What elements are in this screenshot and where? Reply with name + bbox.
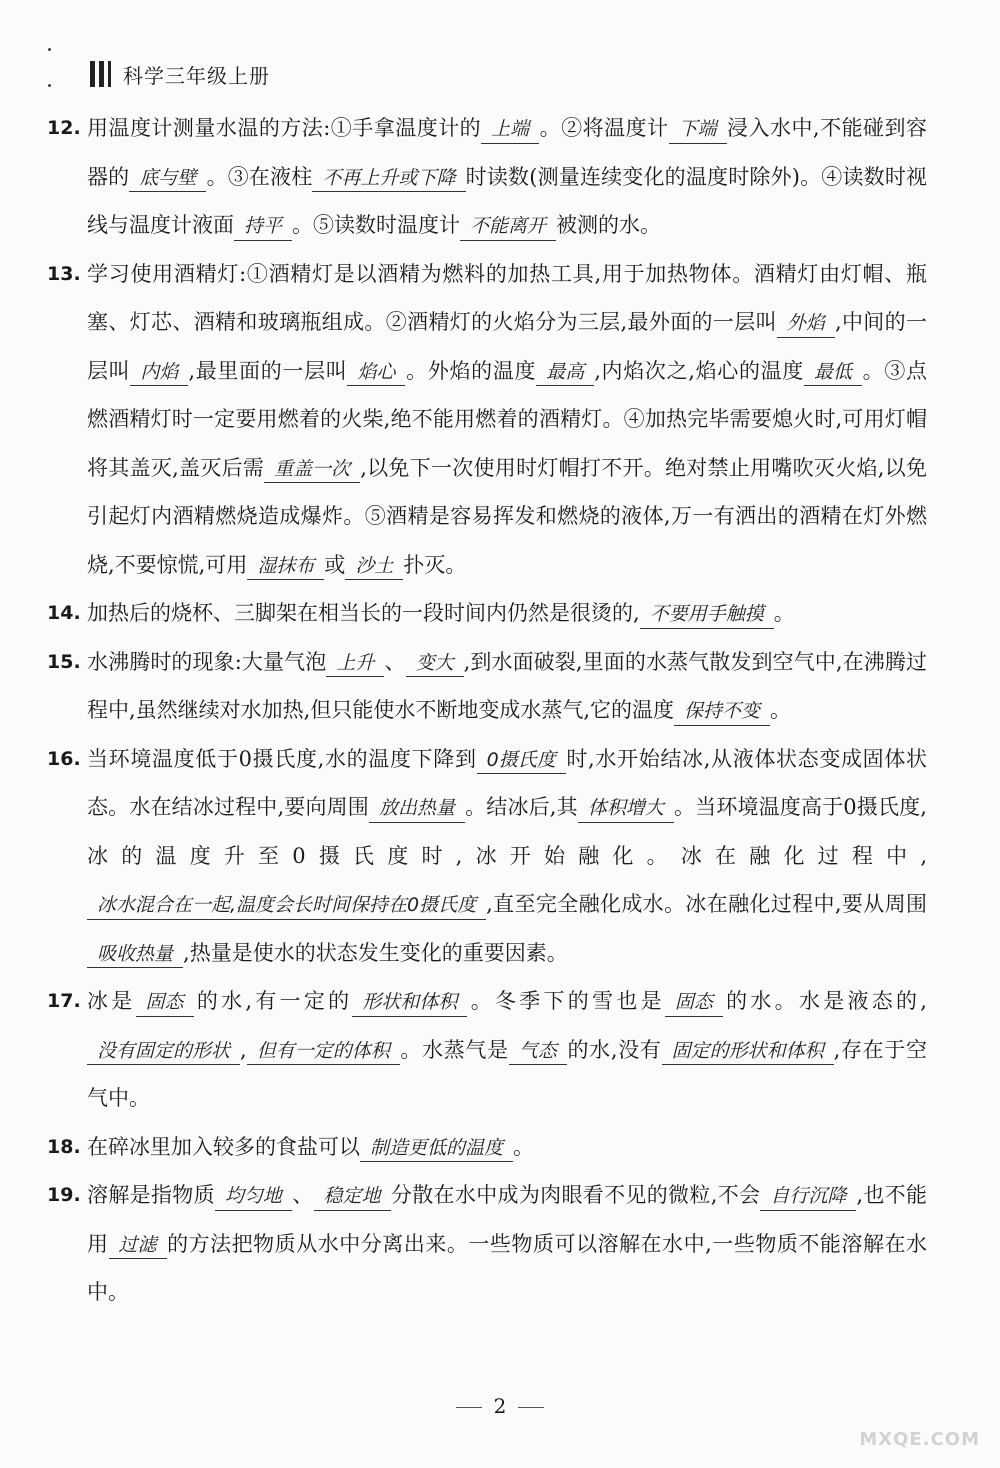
question-text — [87, 1171, 927, 1317]
question-text-segment: 、 — [291, 1183, 314, 1207]
question-13 — [47, 250, 927, 590]
question-text — [87, 250, 927, 590]
question-number: 12. — [47, 117, 81, 139]
question-text-segment: ,热量是使水的状态发生变化的重要因素。 — [183, 940, 568, 965]
question-text-segment: 。 — [773, 601, 795, 625]
question-text-segment: 时,水开始结冰,从液体状态变成固体状态。水在结冰过程中,要向周围 — [87, 746, 927, 819]
answer-blank: 下端 — [669, 117, 727, 144]
question-text-segment: ,中间的一层叫 — [87, 310, 927, 383]
question-number: 13. — [47, 262, 81, 285]
question-12 — [47, 104, 927, 250]
question-text-segment: 。水蒸气是 — [399, 1037, 509, 1062]
question-19 — [47, 1171, 927, 1317]
answer-blank: 焰心 — [347, 360, 405, 387]
margin-dots — [48, 48, 52, 88]
question-text-segment: 的方法把物质从水中分离出来。一些物质可以溶解在水中,一些物质不能溶解在水中。 — [87, 1231, 927, 1304]
question-text-segment: 。 — [770, 698, 792, 722]
answer-blank: 外焰 — [777, 311, 835, 338]
question-text-segment: 或 — [324, 552, 346, 577]
answer-blank: 不能离开 — [460, 214, 556, 241]
answer-blank: 沙土 — [345, 554, 403, 581]
question-text-segment: 。外焰的温度 — [405, 358, 537, 383]
question-number: 14. — [47, 602, 81, 624]
question-text-segment: ,存在于空气中。 — [87, 1037, 927, 1110]
answer-blank: 持平 — [234, 214, 292, 241]
answer-blank: 稳定地 — [314, 1184, 391, 1211]
question-text-segment: 加热后的烧杯、三脚架在相当长的一段时间内仍然是很烫的, — [87, 601, 640, 625]
question-text — [87, 104, 927, 250]
answer-blank: 体积增大 — [578, 796, 674, 823]
question-text-segment: 。⑤读数时温度计 — [292, 213, 461, 237]
answer-blank: 上升 — [326, 651, 384, 678]
answer-blank: 不再上升或下降 — [312, 166, 465, 193]
answer-blank: 固态 — [136, 990, 194, 1017]
question-text-segment: 冰是 — [87, 989, 136, 1013]
question-text — [87, 589, 927, 638]
answer-blank: 自行沉降 — [760, 1184, 856, 1211]
question-text-segment: 的水,没有 — [566, 1037, 662, 1062]
answer-blank: 气态 — [509, 1039, 567, 1066]
question-text-segment: 被测的水。 — [556, 213, 662, 237]
answer-blank: 底与壁 — [129, 166, 206, 193]
question-text-segment: 的水。水是液态的, — [722, 989, 927, 1013]
question-text-segment: 、 — [384, 649, 406, 674]
answer-blank: 固定的形状和体积 — [662, 1039, 834, 1066]
question-text-segment: ,最里面的一层叫 — [188, 358, 348, 383]
question-text-segment: 浸入水中,不能碰到容器的 — [87, 116, 928, 189]
question-text-segment: 。②将温度计 — [539, 116, 669, 140]
answer-blank: 吸收热量 — [87, 942, 183, 969]
answer-blank: 固态 — [665, 990, 723, 1017]
question-text-segment: 。 — [513, 1134, 535, 1159]
question-text-segment: ,以免下一次使用时灯帽打不开。绝对禁止用嘴吹灭火焰,以免引起灯内酒精燃烧造成爆炸。⑤酒精是容易挥发和燃烧的液体,万一有洒出的酒精在灯外燃烧,不要惊慌,可用 — [87, 455, 927, 577]
page-header — [90, 58, 270, 90]
question-text — [87, 735, 927, 978]
question-text-segment: 的水,有一定的 — [193, 989, 353, 1013]
header-bars-icon — [90, 61, 111, 87]
question-text — [87, 977, 927, 1123]
answer-blank: 形状和体积 — [352, 990, 467, 1017]
answer-blank: 最低 — [804, 360, 862, 387]
question-text-segment: ,到水面破裂,里面的水蒸气散发到空气中,在沸腾过程中,虽然继续对水加热,但只能使水不断地变成水蒸气,它的温度 — [87, 649, 928, 722]
question-text-segment: ,内焰次之,焰心的温度 — [594, 358, 804, 383]
answer-blank: 没有固定的形状 — [87, 1039, 240, 1066]
answer-blank: 重盖一次 — [264, 457, 360, 484]
question-text-segment: 学习使用酒精灯:①酒精灯是以酒精为燃料的加热工具,用于加热物体。酒精灯由灯帽、瓶塞、灯芯、酒精和玻璃瓶组成。②酒精灯的火焰分为三层,最外面的一层叫 — [87, 261, 927, 334]
header-title: 科学三年级上册 — [123, 63, 270, 88]
answer-blank: 内焰 — [130, 360, 188, 387]
question-text-segment: , — [240, 1037, 247, 1062]
question-list — [47, 104, 927, 1317]
answer-blank: 上端 — [481, 117, 539, 144]
question-15 — [47, 638, 927, 735]
watermark-text: MXQE.COM — [859, 1429, 980, 1450]
question-number: 15. — [47, 650, 81, 673]
answer-blank: 最高 — [536, 360, 594, 387]
question-text-segment: 分散在水中成为肉眼看不见的微粒,不会 — [390, 1183, 761, 1207]
question-text-segment: 。结冰后,其 — [464, 795, 578, 819]
page-number: 2 — [493, 1394, 507, 1418]
question-16 — [47, 735, 927, 978]
question-text-segment: 在碎冰里加入较多的食盐可以 — [87, 1134, 360, 1159]
question-text-segment: 。冬季下的雪也是 — [467, 989, 665, 1013]
answer-blank: 过滤 — [109, 1233, 167, 1260]
answer-blank: 但有一定的体积 — [247, 1039, 400, 1066]
question-text-segment: ,也不能用 — [87, 1183, 927, 1256]
question-text-segment: 当环境温度低于0摄氏度,水的温度下降到 — [87, 746, 477, 771]
watermark-logo — [820, 1390, 980, 1450]
question-number: 18. — [47, 1135, 81, 1158]
question-text-segment: 水沸腾时的现象:大量气泡 — [87, 649, 327, 674]
question-14 — [47, 589, 927, 638]
answer-blank: 不要用手触摸 — [640, 602, 774, 629]
question-text-segment: ,直至完全融化成水。冰在融化过程中,要从周围 — [486, 892, 927, 916]
question-text-segment: 。当环境温度高于0摄氏度,冰的温度升至0摄氏度时,冰开始融化。冰在融化过程中, — [87, 795, 927, 868]
answer-blank: 0摄氏度 — [477, 748, 566, 775]
question-text-segment: 。③在液柱 — [206, 164, 313, 189]
question-18 — [47, 1123, 927, 1172]
question-text — [87, 638, 927, 735]
answer-blank: 变大 — [406, 651, 464, 678]
question-number: 17. — [47, 990, 81, 1012]
answer-blank: 湿抹布 — [247, 554, 324, 581]
answer-blank: 冰水混合在一起,温度会长时间保持在0摄氏度 — [87, 893, 486, 920]
question-text-segment: 。③点燃酒精灯时一定要用燃着的火柴,绝不能用燃着的酒精灯。④加热完毕需要熄火时,可用灯帽将其盖灭,盖灭后需 — [87, 358, 928, 480]
answer-blank: 均匀地 — [215, 1184, 292, 1211]
question-17 — [47, 977, 927, 1123]
question-number: 16. — [47, 747, 81, 770]
question-text-segment: 扑灭。 — [403, 552, 467, 577]
question-number: 19. — [47, 1184, 81, 1206]
question-text-segment: 用温度计测量水温的方法:①手拿温度计的 — [87, 116, 482, 140]
question-text-segment: 溶解是指物质 — [87, 1183, 215, 1207]
answer-blank: 保持不变 — [674, 699, 770, 726]
answer-blank: 制造更低的温度 — [360, 1136, 513, 1163]
question-text — [87, 1123, 927, 1172]
question-text-segment: 时读数(测量连续变化的温度时除外)。④读数时视线与温度计液面 — [87, 164, 928, 237]
answer-blank: 放出热量 — [369, 796, 465, 823]
